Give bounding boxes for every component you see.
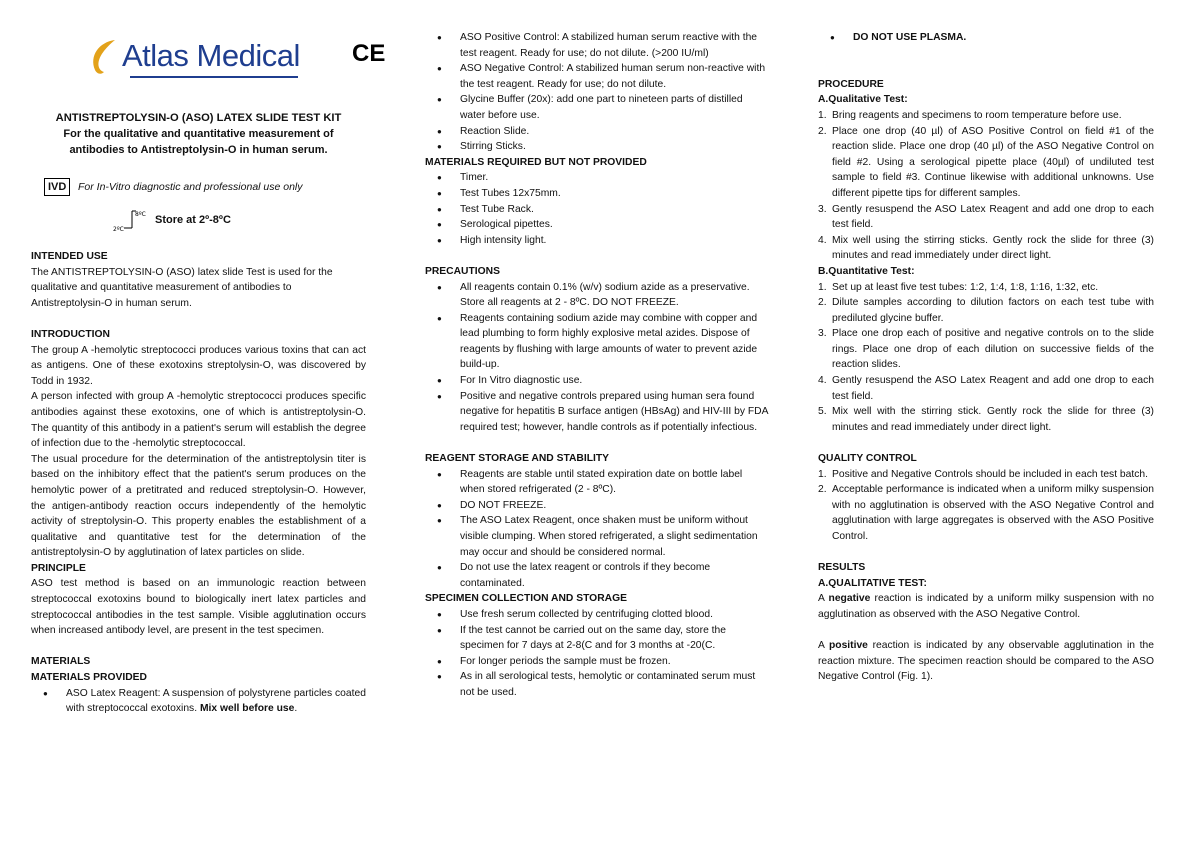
list-item: ● High intensity light. [425,233,768,249]
precautions-list [425,280,768,436]
intended-use-heading: INTENDED USE [31,251,108,262]
list-item: 3. Place one drop each of positive and negative controls on to the slide rings. Place one drop of each dilution on successive fields of the reaction slides. [818,328,1154,371]
no-plasma-warning: ● DO NOT USE PLASMA. [818,30,1154,46]
introduction-p1: The group A -hemolytic streptococci produces various toxins that can act as antigens. One of these exotoxins streptolysin-O, was discovered by Todd in 1932. [31,344,366,387]
therm-low-label: 2ºC [113,226,124,232]
introduction-p3: The usual procedure for the determination of the antistreptolysin titer is based on the inhibitory effect that the patient's serum produces on the hemolytic power of a pretitrated and reduced streptolysin-O. However, the antigen-antibody reaction occurs independently of the hemolytic activity of streptolysin-O. This property enables the establishment of a qualitative and quantitative test for the determination of the antistreptolysin-O by agglutination of latex particles on slide. [31,453,366,559]
positive-result-text: A positive reaction is indicated by any observable agglutination in the reaction mixture. The specimen reaction should be compared to the ASO Negative Control (Fig. 1). [818,640,1154,683]
list-item: 1. Bring reagents and specimens to room temperature before use. [818,109,1122,121]
list-item: ● ASO Negative Control: A stabilized human serum non-reactive with the test reagent. Ready for use; do not dilute. [425,61,768,92]
ivd-row [44,178,364,198]
list-item: ● Use fresh serum collected by centrifuging clotted blood. [425,607,768,623]
list-item: 2. Acceptable performance is indicated when a uniform milky suspension with no agglutination is observed with the ASO Negative Control and agglutination with large aggregates is observed with the ASO Positive Control. [818,484,1154,542]
ce-mark: CE [352,40,386,67]
list-item: 2. Place one drop (40 µl) of ASO Positive Control on field #1 of the reaction slide. Place one drop (40 µl) of the ASO Negative Control on field #2. Using a serological pipette place (40µl) of undiluted test sample to field #3. Continue likewise with additional unknowns. Use different pipette tips for different samples. [818,125,1154,199]
list-item: 4. Mix well using the stirring sticks. Gently rock the slide for three (3) minutes and read immediately under direct light. [818,234,1154,262]
brand-underline [130,76,298,78]
list-item: ● ASO Latex Reagent: A suspension of polystyrene particles coated with streptococcal exotoxins. Mix well before use. [31,686,366,717]
list-item: 4. Gently resuspend the ASO Latex Reagent and add one drop to each test field. [818,375,1154,402]
document-subtitle-2: antibodies to Antistreptolysin-O in human serum. [69,144,328,156]
qualitative-test-heading: A.Qualitative Test: [818,94,908,106]
list-item: 1. Positive and Negative Controls should be included in each test batch. [818,468,1148,480]
materials-not-provided-list [425,170,768,248]
negative-result-text: A negative reaction is indicated by a uniform milky suspension with no agglutination as observed with the ASO Negative Control. [818,593,1154,620]
list-item: ● All reagents contain 0.1% (w/v) sodium azide as a preservative. Store all reagents at 2 - 8ºC. DO NOT FREEZE. [425,280,768,311]
principle-heading: PRINCIPLE [31,562,86,574]
quantitative-steps [818,280,1154,436]
list-item: ● Do not use the latex reagent or controls if they become contaminated. [425,560,768,591]
specimen-list [425,607,768,701]
list-item: ● As in all serological tests, hemolytic or contaminated serum must not be used. [425,669,768,700]
storage-row [112,208,312,232]
list-item: ● If the test cannot be carried out on the same day, store the specimen for 7 days at 2-8(C and for 3 months at -20(C. [425,623,768,654]
atlas-logo-icon [85,36,125,76]
temperature-limit-icon [112,208,148,232]
list-item: 2. Dilute samples according to dilution factors on each test tube with prediluted glycine buffer. [818,297,1154,324]
brand-header [60,36,390,76]
document-subtitle-1: For the qualitative and quantitative measurement of [63,128,334,140]
qualitative-results-heading: A.QUALITATIVE TEST: [818,577,927,589]
list-item: 3. Gently resuspend the ASO Latex Reagent and add one drop to each test field. [818,203,1154,231]
list-item: ● ASO Positive Control: A stabilized human serum reactive with the test reagent. Ready for use; do not dilute. (>200 IU/ml) [425,30,768,61]
quality-control-list [818,467,1154,545]
list-item: ● For longer periods the sample must be frozen. [425,654,768,670]
list-item: ● The ASO Latex Reagent, once shaken must be uniform without visible clumping. When stored refrigerated, a slight sedimentation may occur and should be considered normal. [425,513,768,560]
brand-name: Atlas Medical [122,38,300,73]
list-item: ● Glycine Buffer (20x): add one part to nineteen parts of distilled water before use. [425,92,768,123]
list-item: ● Reagents containing sodium azide may combine with copper and lead plumbing to form highly explosive metal azides. Dispose of reagents by flushing with large amounts of water to prevent azide build-up. [425,311,768,373]
list-item: ● Test Tube Rack. [425,202,768,218]
quality-control-heading: QUALITY CONTROL [818,453,917,465]
therm-high-label: 8ºC [135,211,146,218]
list-item: ● Stirring Sticks. [425,139,768,155]
results-heading: RESULTS [818,562,866,574]
list-item: ● DO NOT FREEZE. [425,498,768,514]
materials-provided-heading: MATERIALS PROVIDED [31,672,147,684]
procedure-heading: PROCEDURE [818,78,884,90]
storage-list [425,467,768,592]
materials-not-provided-heading: MATERIALS REQUIRED BUT NOT PROVIDED [425,156,647,168]
list-item: 5. Mix well with the stirring stick. Gently rock the slide for three (3) minutes and read immediately under direct light. [818,406,1154,433]
ivd-badge: IVD [44,178,70,196]
list-item: ● Reaction Slide. [425,124,768,140]
column-3 [818,30,1154,685]
introduction-heading: INTRODUCTION [31,328,110,340]
specimen-list-continued [818,30,1154,46]
specimen-heading: SPECIMEN COLLECTION AND STORAGE [425,593,627,605]
column-1 [31,249,366,717]
list-item: ● Timer. [425,170,768,186]
list-item: ● Reagents are stable until stated expiration date on bottle label when stored refrigerated (2 - 8ºC). [425,467,768,498]
mix-well-note: Mix well before use [199,703,295,715]
storage-heading: REAGENT STORAGE AND STABILITY [425,453,610,465]
materials-provided-list-part1 [31,686,366,717]
quantitative-test-heading: B.Quantitative Test: [818,265,915,277]
list-item: ● Serological pipettes. [425,217,768,233]
materials-heading: MATERIALS [31,656,91,668]
precautions-heading: PRECAUTIONS [425,265,500,277]
materials-provided-list-part2 [425,30,768,155]
title-block [31,110,366,158]
list-item: ● Positive and negative controls prepared using human sera found negative for hepatitis B surface antigen (HBsAg) and HIV-III by FDA required test; however, handle controls as if potentially infectious. [425,389,768,436]
qualitative-steps [818,108,1154,264]
principle-text: ASO test method is based on an immunologic reaction between streptococcal exotoxins bound to biologically inert latex particles and streptococcal antibodies in the test sample. Visible agglutination occurs when increased antibody level, are present in the test specimen. [31,578,366,637]
introduction-p2: A person infected with group A -hemolytic streptococci produces specific antibodies against these exotoxins, one of which is antistreptolysin-O. The quantity of this antibody in a patient's serum will establish the degree of infection due to the -hemolytic streptococcal. [31,391,366,450]
document-title: ANTISTREPTOLYSIN-O (ASO) LATEX SLIDE TEST KIT [55,112,342,124]
list-item: ● For In Vitro diagnostic use. [425,373,768,389]
list-item: ● Test Tubes 12x75mm. [425,186,768,202]
storage-label: Store at 2º-8ºC [155,214,231,226]
column-2 [425,30,768,701]
intended-use-text: The ANTISTREPTOLYSIN-O (ASO) latex slide Test is used for the qualitative and quantitative measurement of antibodies to Antistreptolysin-O in human serum. [31,266,333,309]
ivd-statement: For In-Vitro diagnostic and professional use only [78,181,303,193]
list-item: 1. Set up at least five test tubes: 1:2, 1:4, 1:8, 1:16, 1:32, etc. [818,281,1099,293]
